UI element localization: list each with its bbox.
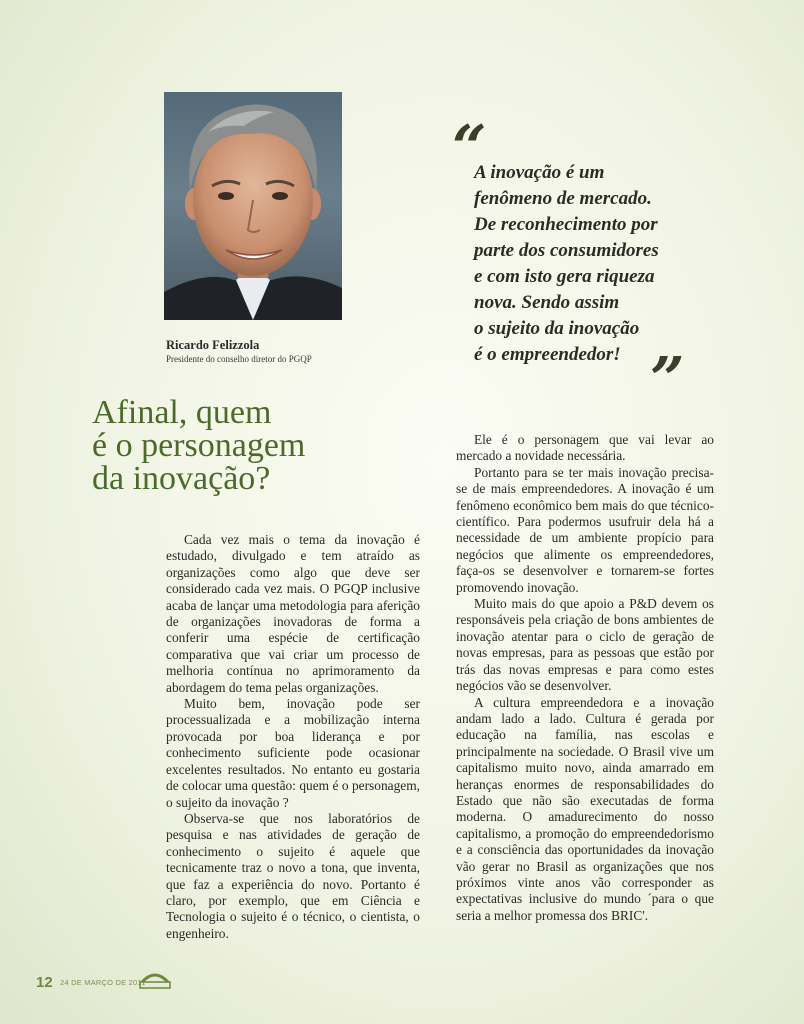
paragraph: Ele é o personagem que vai levar ao mercado a novidade necessária. [456, 432, 714, 464]
profile-role: Presidente do conselho diretor do PGQP [166, 354, 312, 364]
quote-line: fenômeno de mercado. [474, 188, 652, 209]
publication-logo-icon [138, 968, 172, 995]
headline-line: Afinal, quem [92, 394, 272, 431]
paragraph: A cultura empreendedora e a inovação andam lado a lado. Cultura é gerada por educação na família, nas escolas e principalmente na sociedade. O Brasil vive um capitalismo muito novo, ainda amarrado em heranças enormes de responsabilidades do Estado que não são executadas de forma moderna. O amadurecimento do nosso capitalismo, a promoção do empreendedorismo e a consciência das oportunidades da inovação vão gerar no Brasil as organizações que nos próximos vinte anos vão corresponder as expectativas inclusive do mundo ´para o que seria a melhor promessa dos BRIC'. [456, 694, 714, 923]
quote-line: nova. Sendo assim [474, 292, 620, 313]
quote-line: De reconhecimento por [474, 214, 658, 235]
paragraph: Muito mais do que apoio a P&D devem os responsáveis pela criação de bons ambientes de inovação atentar para o ciclo de geração de novas empresas, para as pessoas que estão por trás das novas empresas e para como estes negócios vão se desenvolver. [456, 596, 714, 694]
article-column-right [456, 432, 714, 924]
quote-open-mark: “ [452, 113, 481, 183]
article-column-left [166, 532, 420, 942]
quote-line: é o empreendedor! [474, 344, 621, 365]
page-number: 12 [36, 974, 53, 991]
issue-date: 24 DE MARÇO DE 2011 [60, 978, 146, 987]
paragraph: Muito bem, inovação pode ser processualizada e a mobilização interna provocada por boa liderança e por conhecimento suficiente pode ocasionar excelentes resultados. No entanto eu gostaria de colocar uma questão: quem é o personagem, o sujeito da inovação ? [166, 696, 420, 810]
quote-close-mark: ” [650, 345, 679, 415]
quote-line: e com isto gera riqueza [474, 266, 655, 287]
quote-line: o sujeito da inovação [474, 318, 640, 339]
paragraph: Observa-se que nos laboratórios de pesquisa e nas atividades de geração de conhecimento o sujeito é aquele que tecnicamente traz o novo a tona, que inventa, que faz a experiência do novo. Portanto é claro, por exemplo, que em Ciência e Tecnologia o sujeito é o técnico, o cientista, o engenheiro. [166, 810, 420, 941]
paragraph: Portanto para se ter mais inovação precisa-se de mais empreendedores. A inovação é um fenômeno econômico bem mais do que técnico-científico. Para podermos usufruir dela há a necessidade de um ambiente propício para negócios que alimente os empreendedores, faça-os se desenvolver e tornarem-se fortes promovendo inovação. [456, 464, 714, 595]
quote-line: parte dos consumidores [474, 240, 659, 261]
headline-line: é o personagem [92, 427, 306, 464]
headline-line: da inovação? [92, 460, 271, 497]
quote-line: A inovação é um [474, 162, 605, 183]
paragraph: Cada vez mais o tema da inovação é estudado, divulgado e tem atraído as organizações como algo que deve ser considerado cada vez mais. O PGQP inclusive acaba de lançar uma metodologia para aferição de organizações inovadoras de forma a conferir uma espécie de certificação comparativa que vai criar um processo de melhoria contínua no aprimoramento da abordagem do tema pelas organizações. [166, 532, 420, 695]
profile-name: Ricardo Felizzola [166, 338, 260, 352]
page-footer [36, 974, 146, 992]
portrait-photo [164, 92, 342, 320]
article-headline [92, 396, 392, 495]
pull-quote [474, 160, 734, 368]
